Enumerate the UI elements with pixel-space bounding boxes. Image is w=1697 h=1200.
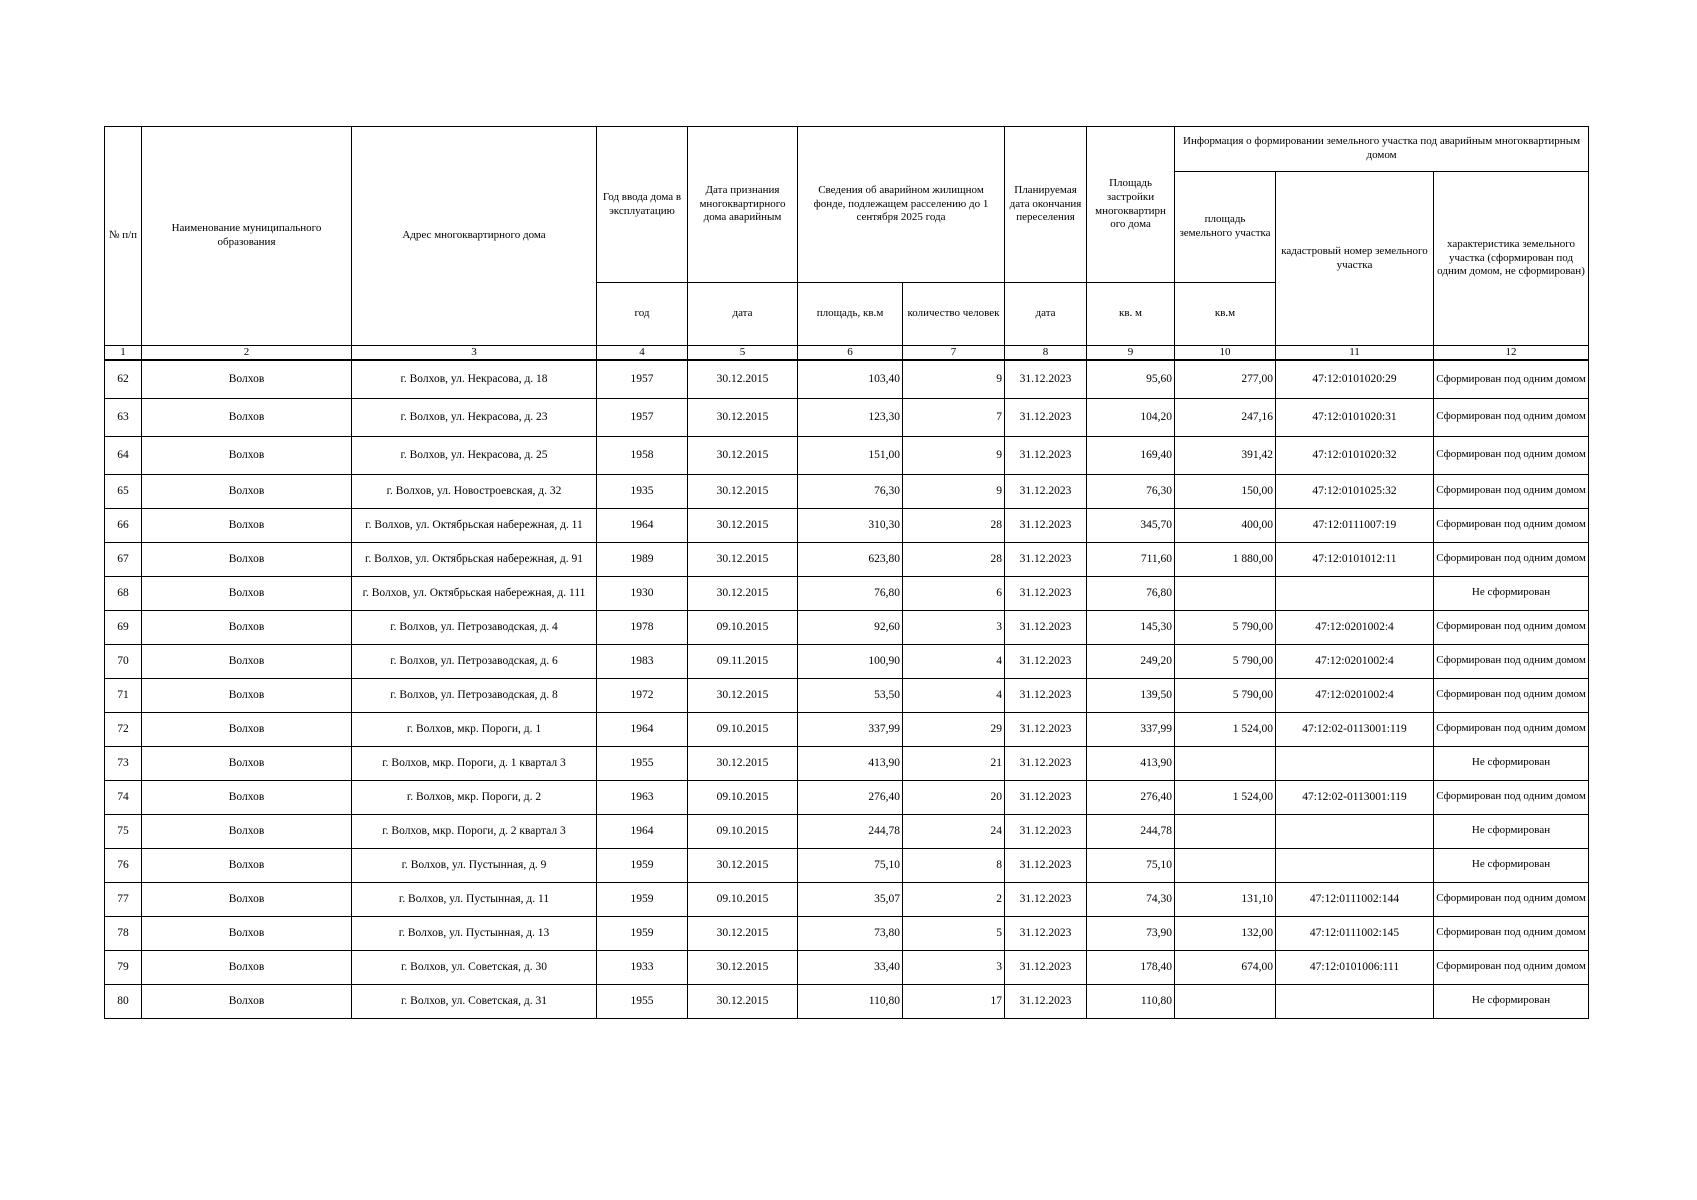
header-planned-date: Планируемая дата окончания переселения <box>1005 127 1087 283</box>
cell-municipality: Волхов <box>142 950 352 984</box>
cell-municipality: Волхов <box>142 436 352 474</box>
table-row <box>105 542 1589 576</box>
cell-build-area: 76,80 <box>1087 576 1175 610</box>
cell-recognized-date: 09.10.2015 <box>688 882 798 916</box>
cell-recognized-date: 30.12.2015 <box>688 848 798 882</box>
cell-land-status: Сформирован под одним домом <box>1434 882 1589 916</box>
cell-no: 62 <box>105 360 142 398</box>
cell-land-status: Не сформирован <box>1434 746 1589 780</box>
header-year-built: Год ввода дома в эксплуатацию <box>597 127 688 283</box>
cell-year: 1964 <box>597 712 688 746</box>
cell-land-area: 247,16 <box>1175 398 1276 436</box>
cell-land-area <box>1175 984 1276 1018</box>
cell-cadastral: 47:12:0101020:32 <box>1276 436 1434 474</box>
cell-land-status: Не сформирован <box>1434 984 1589 1018</box>
cell-plan-date: 31.12.2023 <box>1005 882 1087 916</box>
cell-no: 63 <box>105 398 142 436</box>
cell-cadastral: 47:12:0101012:11 <box>1276 542 1434 576</box>
cell-land-status: Не сформирован <box>1434 576 1589 610</box>
cell-build-area: 345,70 <box>1087 508 1175 542</box>
cell-people: 4 <box>903 678 1005 712</box>
cell-land-area: 5 790,00 <box>1175 610 1276 644</box>
cell-people: 6 <box>903 576 1005 610</box>
cell-address: г. Волхов, мкр. Пороги, д. 1 квартал 3 <box>352 746 597 780</box>
cell-recognized-date: 30.12.2015 <box>688 678 798 712</box>
cell-people: 20 <box>903 780 1005 814</box>
cell-area: 110,80 <box>798 984 903 1018</box>
cell-area: 623,80 <box>798 542 903 576</box>
cell-recognized-date: 30.12.2015 <box>688 474 798 508</box>
cell-area: 103,40 <box>798 360 903 398</box>
cell-address: г. Волхов, ул. Октябрьская набережная, д. 11 <box>352 508 597 542</box>
unit-land-area: кв.м <box>1175 283 1276 346</box>
cell-year: 1978 <box>597 610 688 644</box>
cell-recognized-date: 30.12.2015 <box>688 542 798 576</box>
cell-build-area: 104,20 <box>1087 398 1175 436</box>
cell-people: 9 <box>903 474 1005 508</box>
cell-municipality: Волхов <box>142 542 352 576</box>
column-number: 7 <box>903 346 1005 361</box>
cell-people: 2 <box>903 882 1005 916</box>
cell-land-area: 5 790,00 <box>1175 644 1276 678</box>
cell-no: 75 <box>105 814 142 848</box>
cell-build-area: 145,30 <box>1087 610 1175 644</box>
cell-address: г. Волхов, ул. Октябрьская набережная, д. 91 <box>352 542 597 576</box>
unit-area: площадь, кв.м <box>798 283 903 346</box>
cell-cadastral: 47:12:0101020:31 <box>1276 398 1434 436</box>
cell-land-area <box>1175 814 1276 848</box>
header-cadastral: кадастровый номер земельного участка <box>1276 172 1434 346</box>
header-municipality: Наименование муниципального образования <box>142 127 352 346</box>
cell-year: 1964 <box>597 814 688 848</box>
cell-land-area: 1 524,00 <box>1175 712 1276 746</box>
cell-land-area: 400,00 <box>1175 508 1276 542</box>
header-land-info: Информация о формировании земельного участка под аварийным многоквартирным домом <box>1175 127 1589 172</box>
column-number-row <box>105 346 1589 361</box>
cell-plan-date: 31.12.2023 <box>1005 644 1087 678</box>
cell-address: г. Волхов, ул. Некрасова, д. 23 <box>352 398 597 436</box>
cell-no: 80 <box>105 984 142 1018</box>
cell-build-area: 244,78 <box>1087 814 1175 848</box>
cell-no: 66 <box>105 508 142 542</box>
cell-year: 1959 <box>597 848 688 882</box>
cell-cadastral <box>1276 814 1434 848</box>
cell-no: 65 <box>105 474 142 508</box>
cell-area: 413,90 <box>798 746 903 780</box>
cell-address: г. Волхов, ул. Новостроевская, д. 32 <box>352 474 597 508</box>
cell-cadastral <box>1276 848 1434 882</box>
table-row <box>105 644 1589 678</box>
table-row <box>105 814 1589 848</box>
cell-plan-date: 31.12.2023 <box>1005 360 1087 398</box>
header-address: Адрес многоквартирного дома <box>352 127 597 346</box>
table-body <box>105 360 1589 1018</box>
unit-plan-date: дата <box>1005 283 1087 346</box>
cell-area: 123,30 <box>798 398 903 436</box>
cell-land-status: Не сформирован <box>1434 848 1589 882</box>
cell-cadastral: 47:12:0111007:19 <box>1276 508 1434 542</box>
cell-recognized-date: 30.12.2015 <box>688 360 798 398</box>
cell-plan-date: 31.12.2023 <box>1005 542 1087 576</box>
cell-build-area: 337,99 <box>1087 712 1175 746</box>
cell-municipality: Волхов <box>142 848 352 882</box>
cell-build-area: 73,90 <box>1087 916 1175 950</box>
cell-year: 1964 <box>597 508 688 542</box>
table-row <box>105 848 1589 882</box>
cell-build-area: 75,10 <box>1087 848 1175 882</box>
cell-municipality: Волхов <box>142 360 352 398</box>
column-number: 11 <box>1276 346 1434 361</box>
header-emergency-info: Сведения об аварийном жилищном фонде, подлежащем расселению до 1 сентября 2025 года <box>798 127 1005 283</box>
table-row <box>105 950 1589 984</box>
cell-people: 8 <box>903 848 1005 882</box>
cell-cadastral: 47:12:02-0113001:119 <box>1276 712 1434 746</box>
cell-area: 76,80 <box>798 576 903 610</box>
cell-land-area: 131,10 <box>1175 882 1276 916</box>
cell-recognized-date: 09.10.2015 <box>688 610 798 644</box>
cell-people: 9 <box>903 360 1005 398</box>
cell-cadastral <box>1276 746 1434 780</box>
cell-year: 1972 <box>597 678 688 712</box>
cell-people: 5 <box>903 916 1005 950</box>
cell-build-area: 178,40 <box>1087 950 1175 984</box>
table-row <box>105 436 1589 474</box>
column-number: 8 <box>1005 346 1087 361</box>
cell-no: 64 <box>105 436 142 474</box>
cell-recognized-date: 09.10.2015 <box>688 712 798 746</box>
cell-recognized-date: 30.12.2015 <box>688 576 798 610</box>
cell-area: 244,78 <box>798 814 903 848</box>
cell-build-area: 74,30 <box>1087 882 1175 916</box>
cell-year: 1955 <box>597 984 688 1018</box>
cell-people: 4 <box>903 644 1005 678</box>
cell-land-status: Сформирован под одним домом <box>1434 542 1589 576</box>
cell-area: 35,07 <box>798 882 903 916</box>
cell-people: 3 <box>903 950 1005 984</box>
cell-build-area: 413,90 <box>1087 746 1175 780</box>
cell-recognized-date: 30.12.2015 <box>688 436 798 474</box>
cell-cadastral: 47:12:0201002:4 <box>1276 678 1434 712</box>
unit-build-area: кв. м <box>1087 283 1175 346</box>
cell-recognized-date: 09.10.2015 <box>688 780 798 814</box>
cell-municipality: Волхов <box>142 508 352 542</box>
cell-land-area: 132,00 <box>1175 916 1276 950</box>
header-no: № п/п <box>105 127 142 346</box>
column-number: 9 <box>1087 346 1175 361</box>
table-row <box>105 610 1589 644</box>
cell-land-status: Сформирован под одним домом <box>1434 474 1589 508</box>
cell-plan-date: 31.12.2023 <box>1005 848 1087 882</box>
column-number: 4 <box>597 346 688 361</box>
column-number: 1 <box>105 346 142 361</box>
cell-plan-date: 31.12.2023 <box>1005 678 1087 712</box>
cell-recognized-date: 30.12.2015 <box>688 950 798 984</box>
header-land-area: площадь земельного участка <box>1175 172 1276 283</box>
cell-year: 1957 <box>597 398 688 436</box>
cell-plan-date: 31.12.2023 <box>1005 712 1087 746</box>
cell-land-area: 1 880,00 <box>1175 542 1276 576</box>
cell-year: 1983 <box>597 644 688 678</box>
table-row <box>105 984 1589 1018</box>
cell-plan-date: 31.12.2023 <box>1005 916 1087 950</box>
cell-municipality: Волхов <box>142 746 352 780</box>
cell-year: 1963 <box>597 780 688 814</box>
cell-cadastral: 47:12:02-0113001:119 <box>1276 780 1434 814</box>
table-row <box>105 360 1589 398</box>
cell-land-status: Сформирован под одним домом <box>1434 950 1589 984</box>
cell-address: г. Волхов, ул. Пустынная, д. 13 <box>352 916 597 950</box>
cell-area: 92,60 <box>798 610 903 644</box>
cell-address: г. Волхов, мкр. Пороги, д. 1 <box>352 712 597 746</box>
cell-cadastral <box>1276 576 1434 610</box>
cell-year: 1958 <box>597 436 688 474</box>
table-row <box>105 678 1589 712</box>
cell-no: 70 <box>105 644 142 678</box>
cell-cadastral: 47:12:0111002:144 <box>1276 882 1434 916</box>
column-number: 3 <box>352 346 597 361</box>
cell-municipality: Волхов <box>142 814 352 848</box>
table-row <box>105 508 1589 542</box>
cell-land-status: Не сформирован <box>1434 814 1589 848</box>
cell-land-area <box>1175 848 1276 882</box>
column-number: 2 <box>142 346 352 361</box>
cell-build-area: 76,30 <box>1087 474 1175 508</box>
table-row <box>105 712 1589 746</box>
cell-build-area: 169,40 <box>1087 436 1175 474</box>
cell-people: 28 <box>903 508 1005 542</box>
table-row <box>105 474 1589 508</box>
cell-address: г. Волхов, ул. Советская, д. 30 <box>352 950 597 984</box>
cell-recognized-date: 30.12.2015 <box>688 398 798 436</box>
cell-no: 79 <box>105 950 142 984</box>
cell-land-area: 5 790,00 <box>1175 678 1276 712</box>
cell-land-area: 391,42 <box>1175 436 1276 474</box>
cell-land-area: 150,00 <box>1175 474 1276 508</box>
cell-year: 1933 <box>597 950 688 984</box>
cell-cadastral: 47:12:0101006:111 <box>1276 950 1434 984</box>
cell-municipality: Волхов <box>142 916 352 950</box>
cell-build-area: 711,60 <box>1087 542 1175 576</box>
cell-no: 78 <box>105 916 142 950</box>
cell-plan-date: 31.12.2023 <box>1005 950 1087 984</box>
cell-recognized-date: 30.12.2015 <box>688 746 798 780</box>
cell-people: 3 <box>903 610 1005 644</box>
cell-address: г. Волхов, ул. Петрозаводская, д. 8 <box>352 678 597 712</box>
column-number: 10 <box>1175 346 1276 361</box>
cell-address: г. Волхов, ул. Некрасова, д. 18 <box>352 360 597 398</box>
table-header <box>105 127 1589 361</box>
table-row <box>105 746 1589 780</box>
cell-land-status: Сформирован под одним домом <box>1434 644 1589 678</box>
cell-plan-date: 31.12.2023 <box>1005 436 1087 474</box>
cell-build-area: 276,40 <box>1087 780 1175 814</box>
cell-build-area: 110,80 <box>1087 984 1175 1018</box>
cell-address: г. Волхов, ул. Советская, д. 31 <box>352 984 597 1018</box>
cell-cadastral <box>1276 984 1434 1018</box>
cell-cadastral: 47:12:0101020:29 <box>1276 360 1434 398</box>
cell-no: 76 <box>105 848 142 882</box>
cell-plan-date: 31.12.2023 <box>1005 780 1087 814</box>
cell-no: 71 <box>105 678 142 712</box>
cell-address: г. Волхов, ул. Петрозаводская, д. 6 <box>352 644 597 678</box>
cell-year: 1959 <box>597 882 688 916</box>
cell-municipality: Волхов <box>142 644 352 678</box>
header-land-char: характеристика земельного участка (сформирован под одним домом, не сформирован) <box>1434 172 1589 346</box>
cell-no: 74 <box>105 780 142 814</box>
unit-date: дата <box>688 283 798 346</box>
cell-land-area: 277,00 <box>1175 360 1276 398</box>
header-recognized-date: Дата признания многоквартирного дома аварийным <box>688 127 798 283</box>
cell-plan-date: 31.12.2023 <box>1005 814 1087 848</box>
cell-people: 17 <box>903 984 1005 1018</box>
cell-municipality: Волхов <box>142 678 352 712</box>
cell-land-status: Сформирован под одним домом <box>1434 916 1589 950</box>
unit-year: год <box>597 283 688 346</box>
cell-recognized-date: 09.10.2015 <box>688 814 798 848</box>
cell-land-status: Сформирован под одним домом <box>1434 610 1589 644</box>
cell-area: 73,80 <box>798 916 903 950</box>
cell-plan-date: 31.12.2023 <box>1005 984 1087 1018</box>
cell-year: 1930 <box>597 576 688 610</box>
cell-address: г. Волхов, ул. Некрасова, д. 25 <box>352 436 597 474</box>
cell-land-status: Сформирован под одним домом <box>1434 780 1589 814</box>
cell-municipality: Волхов <box>142 882 352 916</box>
cell-land-area: 1 524,00 <box>1175 780 1276 814</box>
cell-land-area <box>1175 576 1276 610</box>
table-row <box>105 780 1589 814</box>
header-building-area: Площадь застройки многоквартирн ого дома <box>1087 127 1175 283</box>
cell-municipality: Волхов <box>142 984 352 1018</box>
cell-address: г. Волхов, мкр. Пороги, д. 2 квартал 3 <box>352 814 597 848</box>
cell-land-status: Сформирован под одним домом <box>1434 508 1589 542</box>
table-row <box>105 576 1589 610</box>
unit-people: количество человек <box>903 283 1005 346</box>
cell-area: 76,30 <box>798 474 903 508</box>
cell-year: 1955 <box>597 746 688 780</box>
cell-land-status: Сформирован под одним домом <box>1434 436 1589 474</box>
cell-address: г. Волхов, ул. Петрозаводская, д. 4 <box>352 610 597 644</box>
cell-people: 7 <box>903 398 1005 436</box>
table-row <box>105 398 1589 436</box>
cell-year: 1959 <box>597 916 688 950</box>
cell-plan-date: 31.12.2023 <box>1005 746 1087 780</box>
cell-area: 337,99 <box>798 712 903 746</box>
cell-area: 151,00 <box>798 436 903 474</box>
cell-land-status: Сформирован под одним домом <box>1434 360 1589 398</box>
cell-people: 9 <box>903 436 1005 474</box>
cell-area: 53,50 <box>798 678 903 712</box>
cell-year: 1957 <box>597 360 688 398</box>
cell-recognized-date: 30.12.2015 <box>688 916 798 950</box>
column-number: 5 <box>688 346 798 361</box>
cell-no: 69 <box>105 610 142 644</box>
cell-address: г. Волхов, ул. Пустынная, д. 11 <box>352 882 597 916</box>
cell-cadastral: 47:12:0101025:32 <box>1276 474 1434 508</box>
cell-area: 276,40 <box>798 780 903 814</box>
cell-year: 1935 <box>597 474 688 508</box>
cell-people: 21 <box>903 746 1005 780</box>
cell-area: 75,10 <box>798 848 903 882</box>
cell-recognized-date: 09.11.2015 <box>688 644 798 678</box>
cell-year: 1989 <box>597 542 688 576</box>
cell-cadastral: 47:12:0201002:4 <box>1276 644 1434 678</box>
cell-build-area: 249,20 <box>1087 644 1175 678</box>
cell-municipality: Волхов <box>142 712 352 746</box>
cell-municipality: Волхов <box>142 398 352 436</box>
table-row <box>105 882 1589 916</box>
cell-plan-date: 31.12.2023 <box>1005 576 1087 610</box>
cell-area: 33,40 <box>798 950 903 984</box>
cell-address: г. Волхов, мкр. Пороги, д. 2 <box>352 780 597 814</box>
cell-no: 68 <box>105 576 142 610</box>
cell-plan-date: 31.12.2023 <box>1005 508 1087 542</box>
cell-recognized-date: 30.12.2015 <box>688 984 798 1018</box>
cell-land-area: 674,00 <box>1175 950 1276 984</box>
cell-land-status: Сформирован под одним домом <box>1434 712 1589 746</box>
cell-plan-date: 31.12.2023 <box>1005 610 1087 644</box>
cell-cadastral: 47:12:0201002:4 <box>1276 610 1434 644</box>
cell-municipality: Волхов <box>142 576 352 610</box>
table-row <box>105 916 1589 950</box>
cell-area: 310,30 <box>798 508 903 542</box>
cell-no: 72 <box>105 712 142 746</box>
column-number: 12 <box>1434 346 1589 361</box>
cell-area: 100,90 <box>798 644 903 678</box>
cell-no: 77 <box>105 882 142 916</box>
cell-municipality: Волхов <box>142 610 352 644</box>
cell-land-status: Сформирован под одним домом <box>1434 398 1589 436</box>
cell-people: 28 <box>903 542 1005 576</box>
cell-municipality: Волхов <box>142 474 352 508</box>
cell-cadastral: 47:12:0111002:145 <box>1276 916 1434 950</box>
cell-build-area: 95,60 <box>1087 360 1175 398</box>
cell-plan-date: 31.12.2023 <box>1005 398 1087 436</box>
housing-register-table <box>104 126 1589 1019</box>
cell-build-area: 139,50 <box>1087 678 1175 712</box>
cell-people: 29 <box>903 712 1005 746</box>
cell-municipality: Волхов <box>142 780 352 814</box>
cell-recognized-date: 30.12.2015 <box>688 508 798 542</box>
cell-no: 67 <box>105 542 142 576</box>
cell-plan-date: 31.12.2023 <box>1005 474 1087 508</box>
cell-no: 73 <box>105 746 142 780</box>
column-number: 6 <box>798 346 903 361</box>
cell-address: г. Волхов, ул. Октябрьская набережная, д. 111 <box>352 576 597 610</box>
cell-address: г. Волхов, ул. Пустынная, д. 9 <box>352 848 597 882</box>
cell-people: 24 <box>903 814 1005 848</box>
cell-land-area <box>1175 746 1276 780</box>
cell-land-status: Сформирован под одним домом <box>1434 678 1589 712</box>
